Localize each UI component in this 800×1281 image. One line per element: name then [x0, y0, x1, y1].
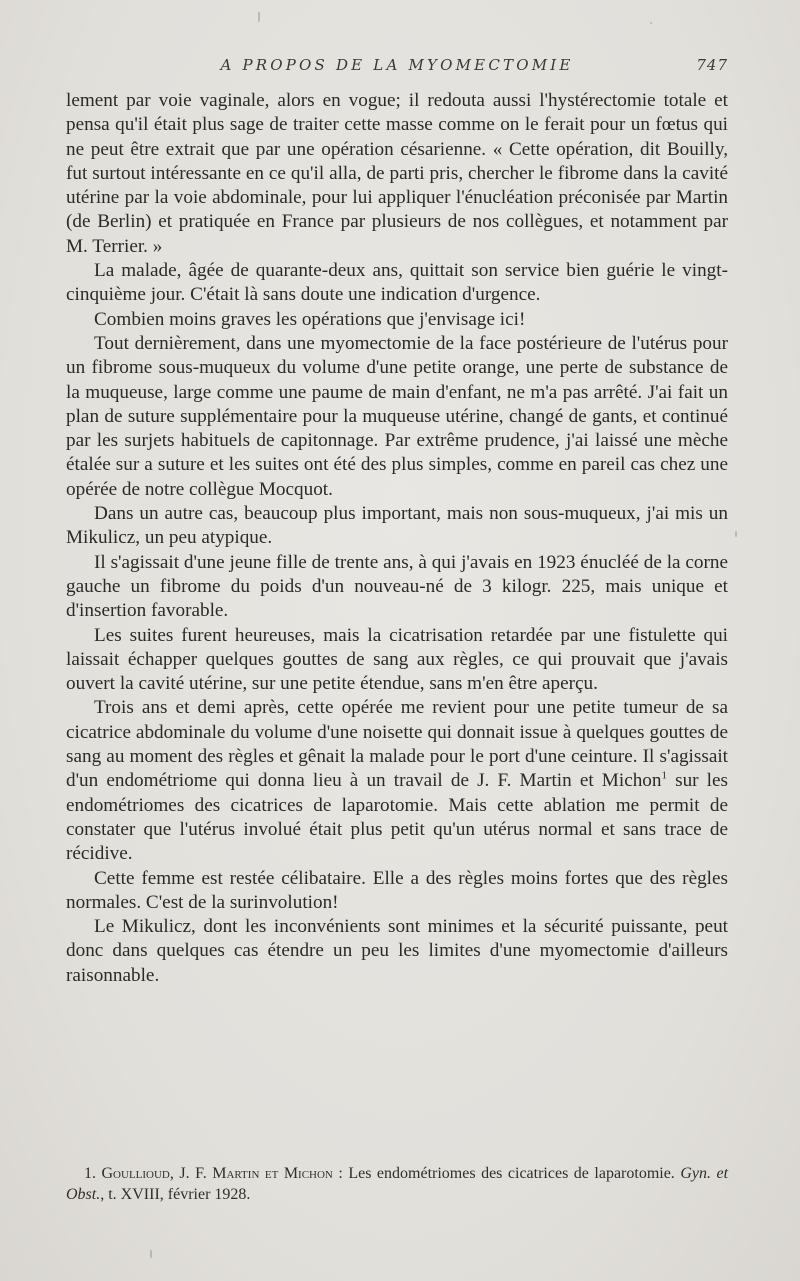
- footnote-journal: Gyn. et Obst.: [66, 1165, 729, 1203]
- footnote-number: 1.: [84, 1165, 96, 1182]
- paper-speck: [258, 12, 260, 22]
- paper-speck: [690, 944, 693, 946]
- paragraph: lement par voie vaginale, alors en vogue; il redouta aussi l'hystérectomie totale et pensa qu'il était plus sage de traiter cette masse comme on le ferait pour un fœtus qui ne peut être extrait que par une opération césarienne. « Cette opération, dit Bouilly, fut surtout intéressante en ce qu'il alla, de parti pris, chercher le fibrome dans la cavité utérine par la voie abdominale, pour lui appliquer l'énucléation préconisée par Martin (de Berlin) et pratiquée en France par plusieurs de nos collègues, et notamment par M. Terrier. »: [66, 90, 728, 257]
- running-title: A PROPOS DE LA MYOMECTOMIE: [220, 56, 574, 74]
- footnote-details: , t. XVIII, février 1928.: [100, 1186, 251, 1203]
- paper-speck: [650, 22, 652, 24]
- paragraph-text: sur les endométriomes des cicatrices de laparotomie. Mais cette ablation me permit de constater que l'utérus involué était plus petit qu'un utérus normal et sans trace de récidive.: [66, 770, 728, 865]
- paragraph: Cette femme est restée célibataire. Elle a des règles moins fortes que des règles normales. C'est de la surinvolution!: [66, 867, 728, 913]
- paragraph: Il s'agissait d'une jeune fille de trente ans, à qui j'avais en 1923 énucléé de la corne gauche un fibrome du poids d'un nouveau-né de 3 kilogr. 225, mais unique et d'insertion favorable.: [66, 551, 728, 622]
- running-head: [66, 56, 728, 80]
- footnote-reference[interactable]: 1: [661, 769, 667, 782]
- paragraph: Combien moins graves les opérations que j'envisage ici!: [94, 308, 526, 330]
- paragraph: Les suites furent heureuses, mais la cicatrisation retardée par une fistulette qui laissait échapper quelques gouttes de sang aux règles, ce qui prouvait que j'avais ouvert la cavité utérine, sur une petite étendue, sans m'en être aperçu.: [66, 624, 728, 695]
- paragraph-text: Trois ans et demi après, cette opérée me revient pour une petite tumeur de sa cicatrice abdominale du volume d'une noisette qui donnait issue à quelques gouttes de sang au moment des règles et gênait la malade pour le port d'une ceinture. Il s'agissait d'un endométriome qui donna lieu à un travail de J. F. Martin et Michon: [66, 697, 728, 792]
- page-number: 747: [696, 56, 728, 74]
- footnote-authors: Goullioud, J. F. Martin et Michon: [101, 1165, 333, 1182]
- paragraph: La malade, âgée de quarante-deux ans, quittait son service bien guérie le vingt-cinquième jour. C'était là sans doute une indication d'urgence.: [66, 260, 728, 306]
- footnote-title: : Les endométriomes des cicatrices de laparotomie.: [332, 1165, 681, 1182]
- paragraph: Tout dernièrement, dans une myomectomie de la face postérieure de l'utérus pour un fibrome sous-muqueux du volume d'une petite orange, une perte de substance de la muqueuse, large comme une paume de main d'enfant, ne m'a pas arrêté. J'ai fait un plan de suture supplémentaire pour la muqueuse utérine, changé de gants, et continué par les surjets habituels de capitonnage. Par extrême prudence, j'ai laissé une mèche étalée sur a suture et les suites ont été des plus simples, comme en pareil cas chez une opérée de notre collègue Mocquot.: [66, 332, 728, 500]
- body-text: [66, 89, 728, 988]
- paragraph-with-footnote: [66, 696, 728, 866]
- paper-speck: [150, 1250, 152, 1258]
- paper-speck: [735, 531, 737, 537]
- footnote: [66, 1163, 728, 1205]
- paragraph: Dans un autre cas, beaucoup plus important, mais non sous-muqueux, j'ai mis un Mikulicz, un peu atypique.: [66, 503, 728, 549]
- paragraph: Le Mikulicz, dont les inconvénients sont minimes et la sécurité puissante, peut donc dans quelques cas étendre un peu les limites d'une myomectomie d'ailleurs raisonnable.: [66, 916, 728, 986]
